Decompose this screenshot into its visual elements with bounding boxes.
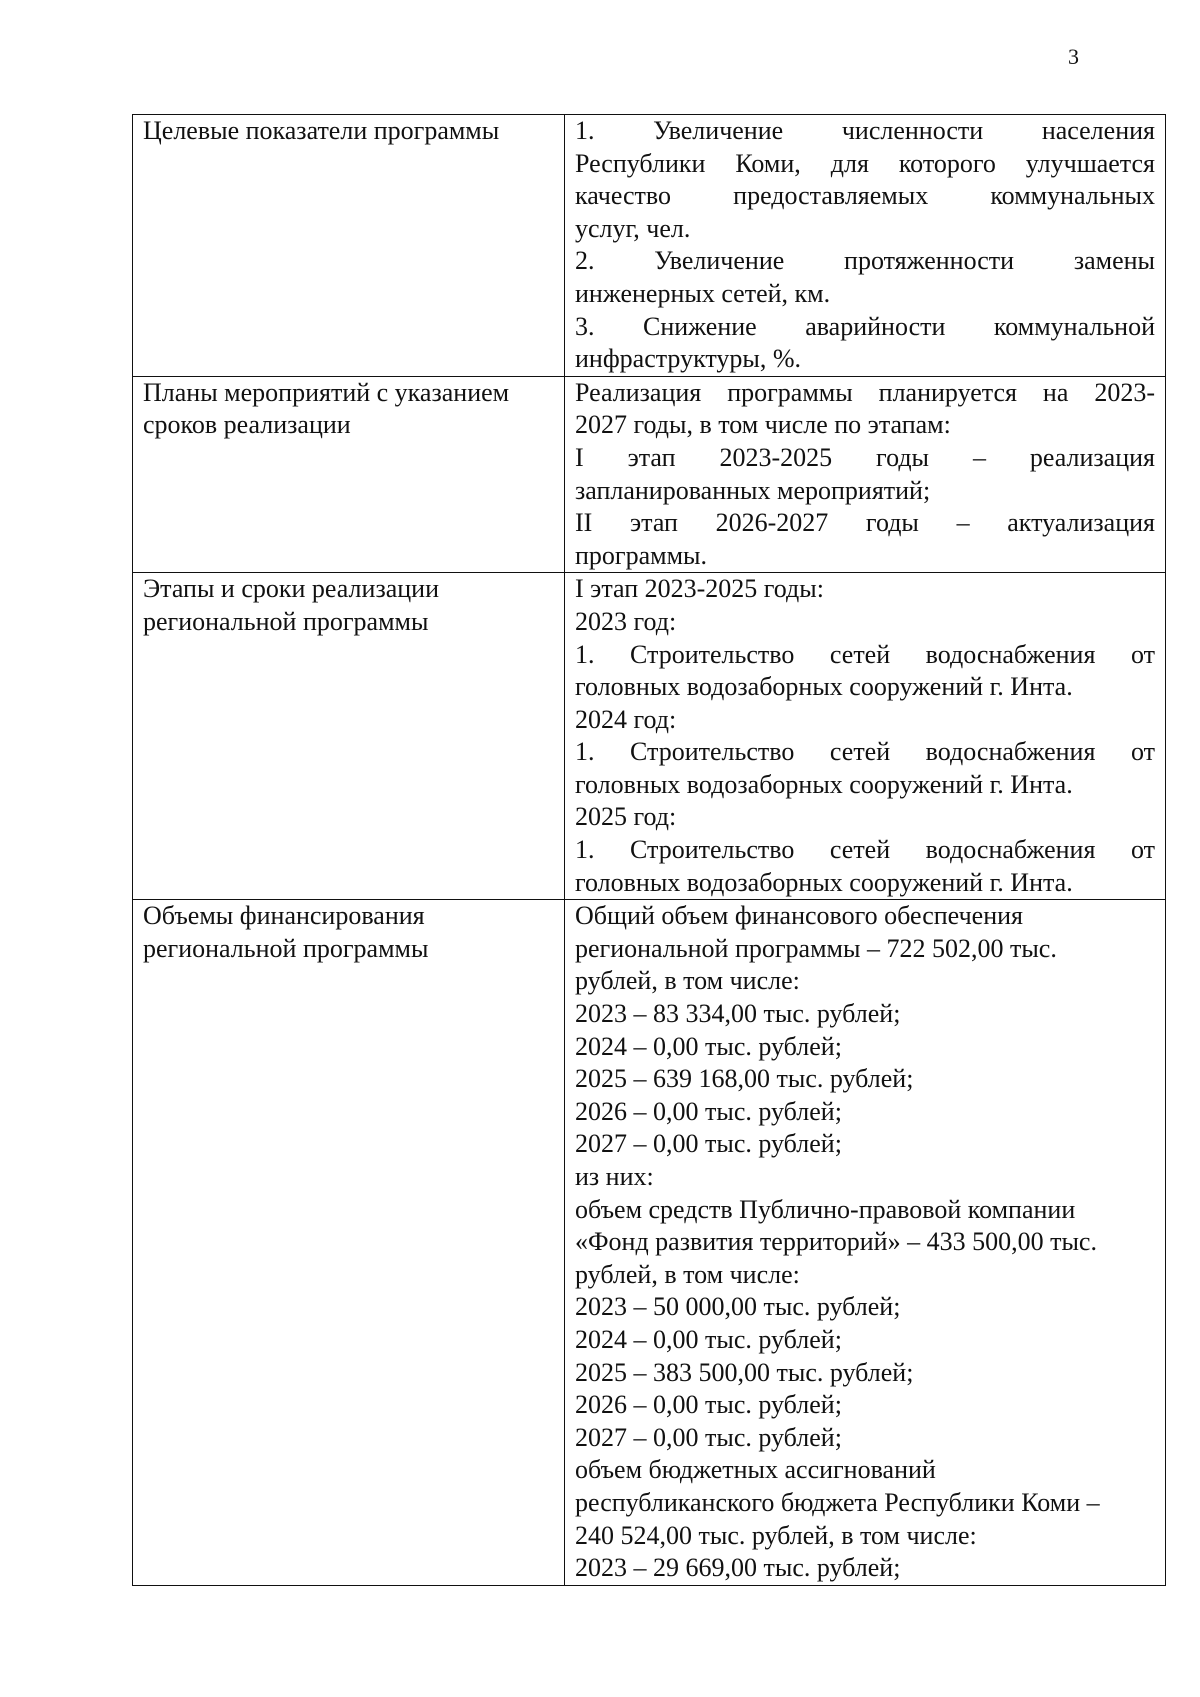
row-value-line: 2. Увеличение протяженности замены (575, 246, 1155, 276)
row-value-line: запланированных мероприятий; (575, 475, 931, 505)
row-value-line: 1. Строительство сетей водоснабжения от (575, 639, 1155, 669)
row-value-line: 2023 – 83 334,00 тыс. рублей; (575, 999, 901, 1029)
row-label-cell (133, 900, 565, 1585)
row-value-line: 2025 год: (575, 802, 677, 832)
row-value-line: I этап 2023-2025 годы: (575, 574, 824, 604)
row-value-line: инженерных сетей, км. (575, 278, 831, 308)
row-value-line: 240 524,00 тыс. рублей, в том числе: (575, 1520, 977, 1550)
row-value-line: 1. Увеличение численности населения (575, 116, 1155, 145)
row-value-line: головных водозаборных сооружений г. Инта. (575, 769, 1073, 799)
row-value-line: Общий объем финансового обеспечения (575, 901, 1023, 931)
row-value-line: 2027 годы, в том числе по этапам: (575, 410, 951, 440)
row-value-line: 1. Строительство сетей водоснабжения от (575, 737, 1155, 767)
row-value-cell (565, 115, 1166, 377)
table-row (133, 573, 1166, 900)
page-number: 3 (1068, 44, 1079, 69)
row-label-line: Планы мероприятий с указанием (143, 377, 510, 407)
row-value-line: 2024 – 0,00 тыс. рублей; (575, 1031, 842, 1061)
row-value-line: 2026 – 0,00 тыс. рублей; (575, 1096, 842, 1126)
row-label-line: региональной программы (143, 933, 429, 963)
row-value-line: головных водозаборных сооружений г. Инта. (575, 867, 1073, 897)
row-value-line: 2023 год: (575, 606, 677, 636)
row-label-line: Этапы и сроки реализации (143, 574, 439, 604)
row-value-line: 2026 – 0,00 тыс. рублей; (575, 1390, 842, 1420)
row-value-line: 2027 – 0,00 тыс. рублей; (575, 1129, 842, 1159)
row-label-cell (133, 376, 565, 573)
row-value-line: 3. Снижение аварийности коммунальной (575, 311, 1155, 341)
row-value-cell (565, 573, 1166, 900)
row-label-cell (133, 573, 565, 900)
row-value-line: 2027 – 0,00 тыс. рублей; (575, 1422, 842, 1452)
row-value-line: инфраструктуры, %. (575, 344, 802, 374)
row-value-line: 2025 – 639 168,00 тыс. рублей; (575, 1064, 914, 1094)
row-value-line: республиканского бюджета Республики Коми – (575, 1487, 1100, 1517)
row-value-line: 2024 – 0,00 тыс. рублей; (575, 1324, 842, 1354)
row-value-line: объем бюджетных ассигнований (575, 1455, 936, 1485)
row-value-line: 2023 – 50 000,00 тыс. рублей; (575, 1292, 901, 1322)
row-value-cell (565, 900, 1166, 1585)
row-value-line: из них: (575, 1162, 654, 1191)
row-value-line: Реализация программы планируется на 2023- (575, 377, 1155, 407)
row-value-line: II этап 2026-2027 годы – актуализация (575, 508, 1155, 538)
row-value-line: рублей, в том числе: (575, 966, 800, 996)
row-value-line: головных водозаборных сооружений г. Инта. (575, 672, 1073, 702)
row-value-line: программы. (575, 540, 707, 570)
row-value-line: региональной программы – 722 502,00 тыс. (575, 933, 1057, 963)
row-label-line: Целевые показатели программы (143, 116, 500, 145)
row-value-line: 2023 – 29 669,00 тыс. рублей; (575, 1553, 901, 1583)
row-label-line: региональной программы (143, 606, 429, 636)
row-value-line: «Фонд развития территорий» – 433 500,00 тыс. (575, 1227, 1097, 1257)
row-value-line: 1. Строительство сетей водоснабжения от (575, 835, 1155, 865)
program-passport-table (132, 114, 1166, 1586)
row-label-line: Объемы финансирования (143, 901, 425, 931)
table-row (133, 900, 1166, 1585)
row-value-line: рублей, в том числе: (575, 1259, 800, 1289)
row-value-line: услуг, чел. (575, 213, 691, 243)
row-label-line: сроков реализации (143, 410, 351, 440)
row-value-line: 2024 год: (575, 704, 677, 734)
row-value-line: I этап 2023-2025 годы – реализация (575, 442, 1155, 472)
row-label-cell (133, 115, 565, 377)
row-value-cell (565, 376, 1166, 573)
row-value-line: 2025 – 383 500,00 тыс. рублей; (575, 1357, 914, 1387)
row-value-line: объем средств Публично-правовой компании (575, 1194, 1076, 1224)
table-body (133, 115, 1166, 1586)
row-value-line: качество предоставляемых коммунальных (575, 181, 1155, 211)
row-value-line: Республики Коми, для которого улучшается (575, 148, 1155, 178)
table-row (133, 115, 1166, 377)
table-row (133, 376, 1166, 573)
